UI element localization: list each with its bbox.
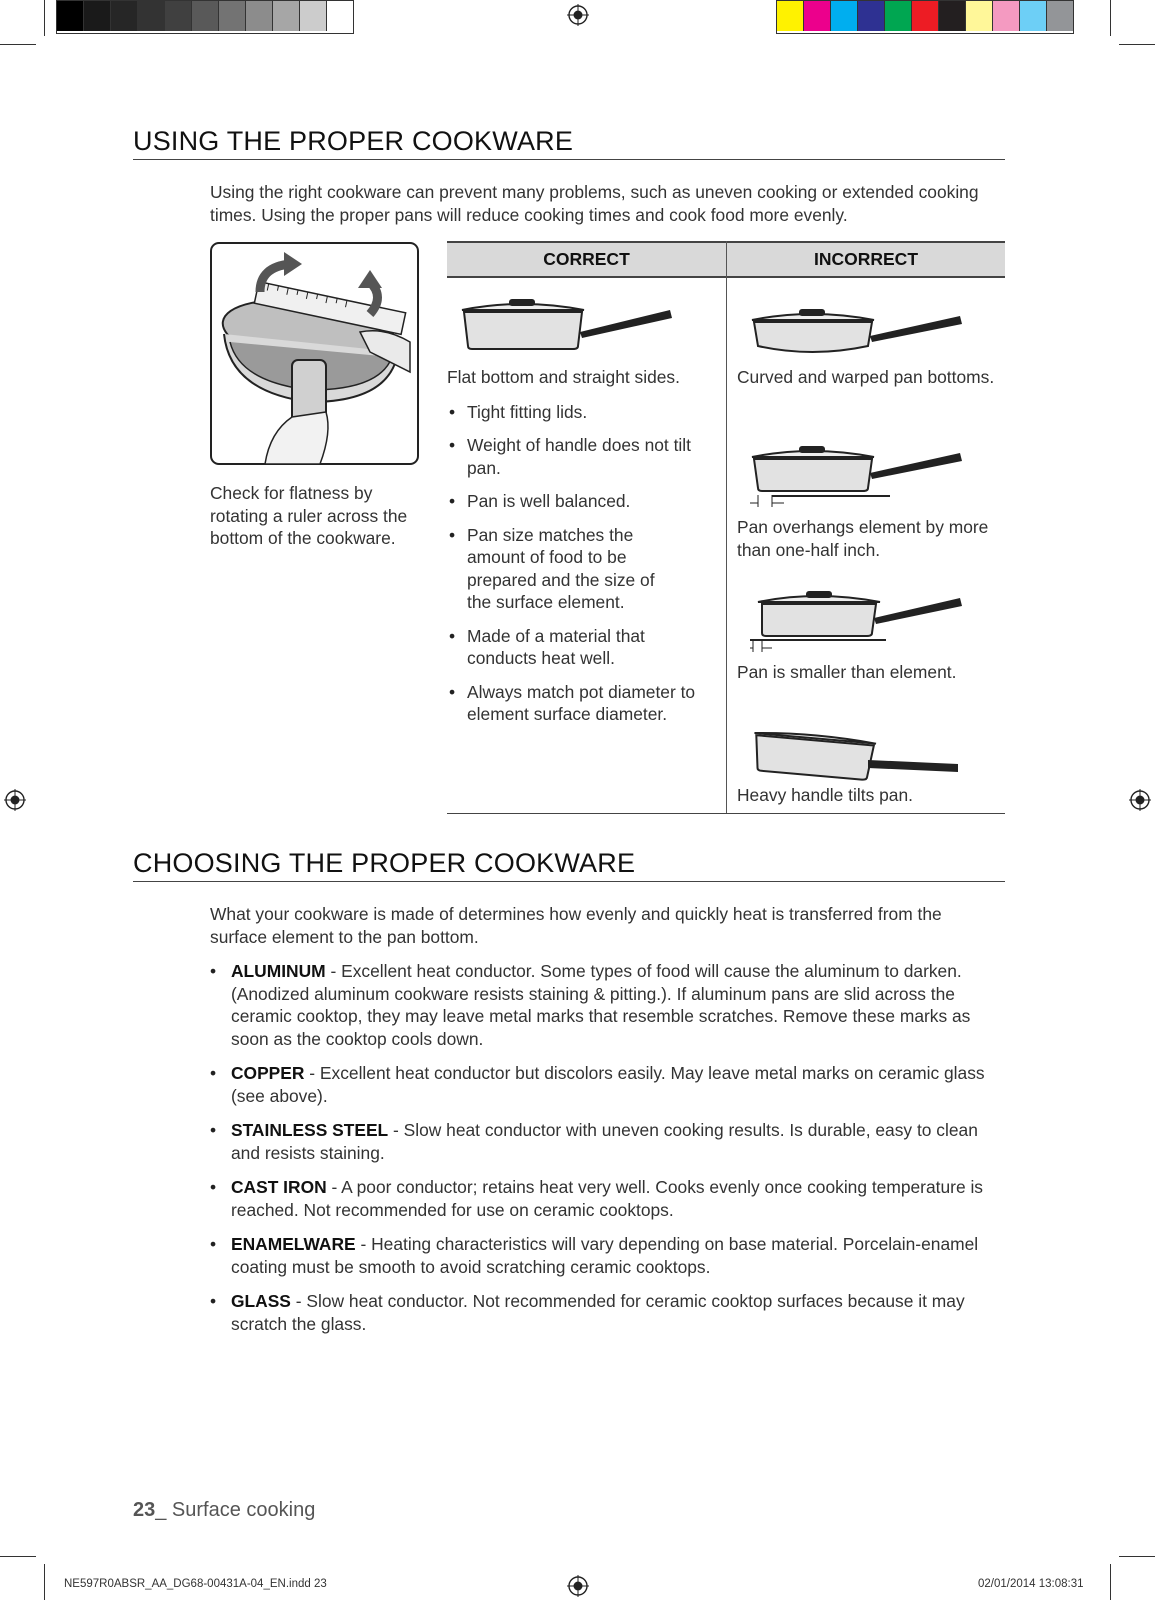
color-swatch [966, 1, 993, 31]
registration-mark-icon [567, 4, 589, 26]
ruler-flatness-check-icon [210, 242, 419, 465]
material-description: - Excellent heat conductor. Some types of food will cause the aluminum to darken. (Anodized aluminum cookware resists staining & pitting.). If aluminum pans are slid across the ceramic cooktop, they may leave metal marks that resemble scratches. Remove these marks as soon as the cooktop cools down. [231, 961, 971, 1049]
crop-mark [1119, 1556, 1155, 1557]
color-swatch [1020, 1, 1047, 31]
process-color-bar [776, 0, 1074, 34]
slug-datetime: 02/01/2014 13:08:31 [978, 1578, 1084, 1590]
color-swatch [831, 1, 858, 31]
table-bottom-rule [447, 813, 1005, 814]
list-item [210, 1290, 1000, 1335]
frying-pan-icon [460, 296, 674, 352]
material-name: GLASS [231, 1291, 291, 1311]
crop-mark [1119, 44, 1155, 45]
color-swatch [246, 1, 273, 31]
correct-header: CORRECT [543, 249, 630, 269]
list-item [210, 1062, 1000, 1107]
crop-mark [44, 1564, 45, 1600]
material-description: - Heating characteristics will vary depending on base material. Porcelain-enamel coating must be smooth to avoid scratching ceramic cooktops. [231, 1234, 979, 1277]
registration-mark-icon [567, 1575, 589, 1597]
crop-mark [1110, 1564, 1111, 1600]
color-swatch [912, 1, 939, 31]
section-title-choosing-cookware: CHOOSING THE PROPER COOKWARE [133, 848, 1005, 882]
section-name: _ Surface cooking [155, 1499, 316, 1521]
color-swatch [165, 1, 192, 31]
color-swatch [885, 1, 912, 31]
incorrect-item-smaller: Pan is smaller than element. [737, 662, 957, 682]
list-item: • Pan size matches the amount of food to be prepared and the size of the surface element. [447, 524, 717, 614]
materials-list [210, 960, 1000, 1347]
material-description: - Slow heat conductor with uneven cooking results. Is durable, easy to clean and resists staining. [231, 1120, 978, 1163]
page-footer [133, 1499, 315, 1522]
list-item: • Weight of handle does not tilt pan. [447, 434, 717, 479]
color-swatch [138, 1, 165, 31]
small-pan-icon [750, 588, 964, 654]
color-swatch [993, 1, 1020, 31]
color-swatch [219, 1, 246, 31]
list-item: • Pan is well balanced. [447, 490, 717, 513]
material-description: - Slow heat conductor. Not recommended for ceramic cooktop surfaces because it may scratch the glass. [231, 1291, 965, 1334]
incorrect-item-tilts: Heavy handle tilts pan. [737, 785, 913, 805]
page-number: 23 [133, 1499, 156, 1521]
material-description: - Excellent heat conductor but discolors easily. May leave metal marks on ceramic glass (see above). [231, 1063, 985, 1106]
crop-mark [0, 44, 36, 45]
crop-mark [0, 1556, 36, 1557]
color-swatch [777, 1, 804, 31]
list-item [210, 960, 1000, 1050]
registration-mark-icon [1129, 789, 1151, 811]
correct-lead: Flat bottom and straight sides. [447, 367, 680, 387]
color-swatch [858, 1, 885, 31]
table-column-divider [726, 241, 727, 814]
correct-column [447, 366, 717, 737]
material-name: COPPER [231, 1063, 305, 1083]
gray-color-bar [56, 0, 354, 34]
list-item: • Always match pot diameter to element surface diameter. [447, 681, 717, 726]
flatness-caption: Check for flatness by rotating a ruler across the bottom of the cookware. [210, 483, 408, 548]
material-description: - A poor conductor; retains heat very well. Cooks evenly once cooking temperature is reached. Not recommended for use on ceramic cooktops. [231, 1177, 984, 1220]
color-swatch [804, 1, 831, 31]
color-swatch [1047, 1, 1073, 31]
correct-bullet-list [447, 401, 717, 726]
list-item: • Tight fitting lids. [447, 401, 717, 424]
material-name: ALUMINUM [231, 961, 326, 981]
incorrect-header: INCORRECT [813, 249, 919, 269]
incorrect-item-overhang: Pan overhangs element by more than one-half inch. [737, 517, 989, 560]
section2-intro: What your cookware is made of determines how evenly and quickly heat is transferred from the surface element to the pan bottom. [210, 904, 942, 947]
material-name: CAST IRON [231, 1177, 327, 1197]
overhanging-pan-icon [750, 443, 964, 509]
incorrect-item-warped: Curved and warped pan bottoms. [737, 367, 995, 387]
material-name: ENAMELWARE [231, 1234, 356, 1254]
color-swatch [57, 1, 84, 31]
list-item [210, 1176, 1000, 1221]
color-swatch [84, 1, 111, 31]
crop-mark [1110, 0, 1111, 36]
warped-pan-icon [750, 306, 964, 358]
section1-intro: Using the right cookware can prevent many problems, such as uneven cooking or extended cooking times. Using the proper pans will reduce cooking times and cook food more evenly. [210, 182, 979, 225]
color-swatch [111, 1, 138, 31]
color-swatch [327, 1, 353, 31]
crop-mark [44, 0, 45, 36]
color-swatch [192, 1, 219, 31]
list-item [210, 1233, 1000, 1278]
material-name: STAINLESS STEEL [231, 1120, 389, 1140]
list-item: • Made of a material that conducts heat well. [447, 625, 717, 670]
color-swatch [939, 1, 966, 31]
section-title-using-cookware: USING THE PROPER COOKWARE [133, 126, 1005, 160]
slug-filename: NE597R0ABSR_AA_DG68-00431A-04_EN.indd 23 [64, 1578, 327, 1590]
list-item [210, 1119, 1000, 1164]
color-swatch [300, 1, 327, 31]
color-swatch [273, 1, 300, 31]
registration-mark-icon [4, 789, 26, 811]
